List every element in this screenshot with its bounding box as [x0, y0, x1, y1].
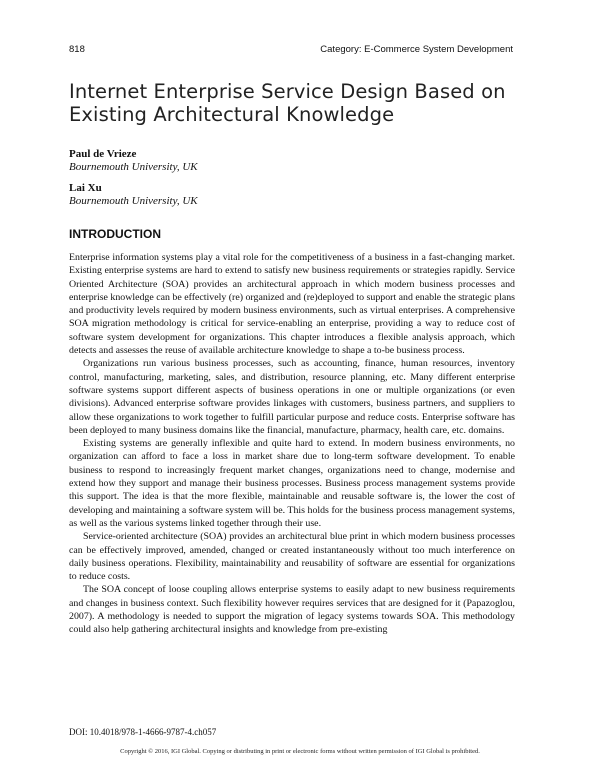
page-number: 818	[69, 44, 85, 55]
category-label: Category: E-Commerce System Development	[320, 44, 513, 55]
author-affiliation: Bournemouth University, UK	[69, 195, 198, 207]
copyright-footer: Copyright © 2016, IGI Global. Copying or distributing in print or electronic forms without written permission of IGI Global is prohibited.	[120, 748, 480, 755]
author-affiliation: Bournemouth University, UK	[69, 161, 198, 173]
paragraph: Service-oriented architecture (SOA) provides an architectural blue print in which modern business processes can be effectively improved, amended, changed or created instantaneously without too much interference on daily business operations. Flexibility, maintainability and reusability of software are essential for organizations to reduce costs.	[69, 531, 515, 583]
author-list	[69, 148, 529, 216]
author-name: Lai Xu	[69, 182, 102, 194]
paragraph: Organizations run various business processes, such as accounting, finance, human resources, inventory control, manufacturing, marketing, sales, and distribution, resource planning, etc. Many different enterprise software systems support different aspects of business operations in one or multiple organizations (or even divisions). Advanced enterprise software provides linkages with customers, business partners, and suppliers to allow these organizations to work together to fulfill particular purpose and reduce costs. Enterprise software has been deployed to many business domains like the financial, manufacture, pharmacy, health care, etc. domains.	[69, 358, 515, 436]
author-name: Paul de Vrieze	[69, 148, 137, 160]
chapter-title: Internet Enterprise Service Design Based on Existing Architectural Knowledge	[69, 80, 506, 126]
doi-line: DOI: 10.4018/978-1-4666-9787-4.ch057	[69, 727, 217, 737]
author-entry	[69, 182, 529, 208]
author-entry	[69, 148, 529, 174]
paragraph: Existing systems are generally inflexible and quite hard to extend. In modern business environments, no organization can afford to face a loss in market share due to long-term software development. To enable business to respond to increasingly frequent market changes, organizations need to change, modernise and extend how they support and manage their business processes. Business process management systems provide this support. The idea is that the more flexible, maintainable and reusable software is, the lower the cost of developing and maintaining a software system will be. This holds for the business process management systems, as well as the various systems linked together through their use.	[69, 438, 515, 529]
paragraph: Enterprise information systems play a vital role for the competitiveness of a business in a fast-changing market. Existing enterprise systems are hard to extend to satisfy new business requirements or strategies rapidly. Service Oriented Architecture (SOA) provides an architectural approach in which modern business processes and enterprise knowledge can be effectively (re) organized and (re)deployed to support and enable the strategic plans and productivity levels required by modern business environments, such as virtual enterprises. A comprehensive SOA migration methodology is critical for service-enabling an enterprise, providing a way to reduce cost of software system development for organizations. This chapter introduces a flexible analysis approach, which detects and assesses the reuse of available architecture knowledge to shape a to-be business process.	[69, 252, 515, 357]
body-text	[69, 251, 515, 637]
paragraph: The SOA concept of loose coupling allows enterprise systems to easily adapt to new business requirements and changes in business context. Such flexibility however requires services that are designed for it (Papazoglou, 2007). A methodology is needed to support the migration of legacy systems towards SOA. This methodology could also help gathering architectural insights and knowledge from pre-existing	[69, 584, 515, 636]
section-heading: INTRODUCTION	[69, 227, 161, 241]
